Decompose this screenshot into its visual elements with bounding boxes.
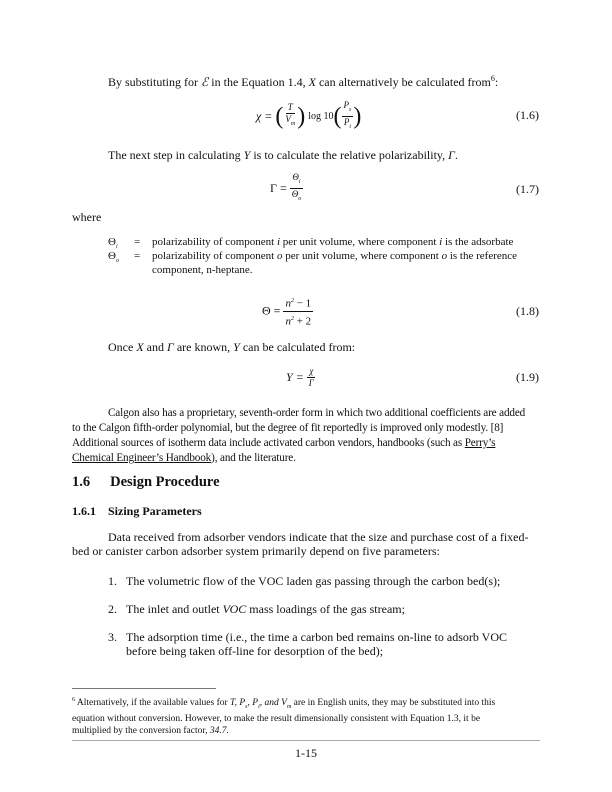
paragraph-once-known: Once X and Γ are known, Y can be calculated from: [108,340,356,354]
equation-number-1-9: (1.9) [516,370,539,384]
paragraph-calgon-line-1: Calgon also has a proprietary, seventh-order form in which two additional coefficients are added [108,407,526,419]
equation-number-1-6: (1.6) [516,108,539,122]
paragraph-calgon-line-4: Chemical Engineer’s Handbook), and the literature. [72,452,296,464]
equation-1-8: Θ = $\frac{n^2 - 1}{n^2 + 2}$ [262,294,313,328]
list-number: 1. [108,574,117,588]
equation-1-7: Γ = $\frac{\Theta_i}{\Theta_o}$ [270,172,302,202]
list-item-2: The inlet and outlet VOC mass loadings of the gas stream; [126,602,405,616]
paragraph-calgon-line-2: to the Calgon fifth-order polynomial, but the degree of fit reportedly is improved only modestly. [8] [72,422,504,434]
footnote-divider [72,688,216,689]
perrys-link[interactable]: Perry’s [464,437,496,449]
footnote: $^6$ Alternatively, if the available values for T, $P_s$, $P_i$, and $V_m$ are in English units, they may be substituted into this equation without conversion. However, to make the result dimensionally consistent with Equation 1.3, it be multiplied by the conversion factor, 34.7. [72,697,496,737]
definition-equals: = [134,250,141,262]
equation-1-9: Y = $\frac{\chi}{\Gamma}$ [286,366,314,388]
paragraph-calgon-line-3: Additional sources of isotherm data include activated carbon vendors, handbooks (such as Perry’s [72,437,496,449]
definition-theta-i: $\Theta_i$ [108,236,118,251]
where-label: where [72,210,102,224]
list-number: 3. [108,630,117,644]
definition-equals: = [134,236,141,248]
handbook-link[interactable]: Chemical Engineer’s Handbook [72,452,212,464]
list-item-1: The volumetric flow of the VOC laden gas passing through the carbon bed(s); [126,574,501,588]
paragraph-vendors-line-2: bed or canister carbon adsorber system primarily depend on five parameters: [72,544,440,558]
list-item-3-continuation: before being taken off-line for desorption of the bed); [126,644,384,658]
section-heading-1-6-1: 1.6.1 Sizing Parameters [72,504,202,518]
list-number: 2. [108,602,117,616]
page-footer-rule [72,740,540,741]
definition-theta-o-continuation: component, n-heptane. [152,264,253,276]
page-number: 1-15 [295,746,317,760]
definition-theta-o-text: polarizability of component o per unit volume, where component o is the reference [152,250,518,262]
paragraph-substitution: By substituting for ℰ in the Equation 1.4, X can alternatively be calculated from$^6$: [108,74,499,89]
definition-theta-o: $\Theta_o$ [108,250,119,265]
paragraph-vendors-line-1: Data received from adsorber vendors indicate that the size and purchase cost of a fixed- [108,530,529,544]
list-item-3: The adsorption time (i.e., the time a carbon bed remains on-line to adsorb VOC [126,630,508,644]
paragraph-next-step: The next step in calculating Y is to calculate the relative polarizability, Γ. [108,148,458,162]
definition-theta-i-text: polarizability of component i per unit volume, where component i is the adsorbate [152,236,514,248]
section-heading-1-6: 1.6 Design Procedure [72,474,220,490]
equation-number-1-8: (1.8) [516,304,539,318]
equation-number-1-7: (1.7) [516,182,539,196]
equation-1-6: χ = ( $\frac{T}{V_m}$ ) log 10( $\frac{P_s}{P_i}$ ) [256,100,362,130]
